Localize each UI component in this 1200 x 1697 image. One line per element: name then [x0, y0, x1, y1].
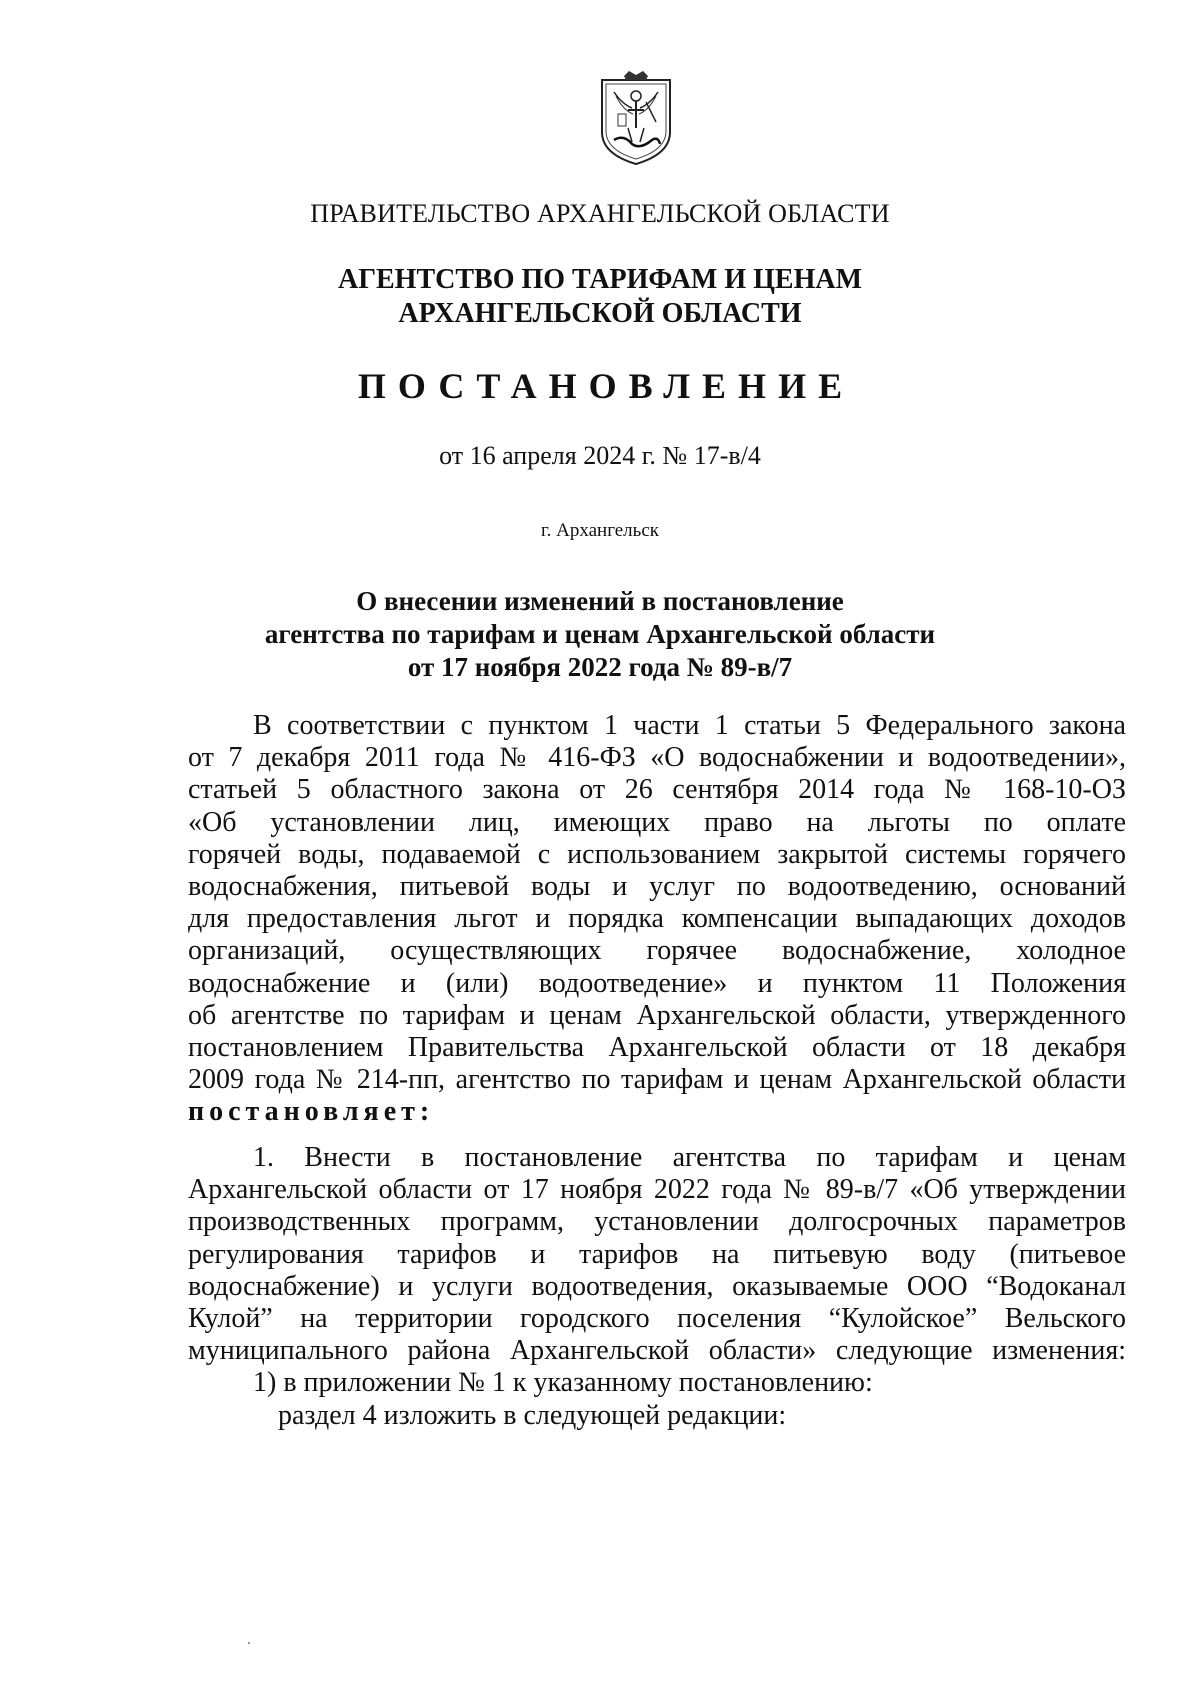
item-line: муниципального района Архангельской области» следующие изменения: — [188, 1335, 1126, 1367]
preamble-line: статьей 5 областного закона от 26 сентября 2014 года № 168-10-ОЗ — [188, 774, 1126, 806]
document-number: от 16 апреля 2024 г. № 17-в/4 — [439, 441, 761, 470]
resolves-word: постановляет: — [188, 1096, 435, 1128]
subject-line1: О внесении изменений в постановление — [356, 586, 844, 616]
government-name: ПРАВИТЕЛЬСТВО АРХАНГЕЛЬСКОЙ ОБЛАСТИ — [310, 199, 890, 228]
item-1-paragraph — [188, 1142, 1126, 1432]
preamble-line: водоснабжение и (или) водоотведение» и пунктом 11 Положения — [188, 967, 1126, 999]
scan-speck — [248, 1642, 250, 1644]
item-line: Кулой” на территории городского поселения “Кулойское” Вельского — [188, 1302, 1126, 1334]
preamble-line: водоснабжения, питьевой воды и услуг по водоотведению, оснований — [188, 870, 1126, 902]
subitem-1: 1) в приложении № 1 к указанному постановлению: — [253, 1367, 873, 1399]
subject-line3: от 17 ноября 2022 года № 89-в/7 — [407, 652, 793, 682]
preamble-line: «Об установлении лиц, имеющих право на льготы по оплате — [188, 806, 1126, 838]
agency-name-line2: АРХАНГЕЛЬСКОЙ ОБЛАСТИ — [398, 298, 802, 329]
preamble-line: 2009 года № 214-пп, агентство по тарифам и ценам Архангельской области — [188, 1064, 1126, 1096]
preamble-line: постановлением Правительства Архангельской области от 18 декабря — [188, 1031, 1126, 1063]
preamble-line: горячей воды, подаваемой с использованием закрытой системы горячего — [188, 838, 1126, 870]
coat-of-arms-icon — [596, 70, 676, 168]
agency-name — [0, 263, 1200, 331]
preamble-line: об агентстве по тарифам и ценам Архангельской области, утвержденного — [188, 999, 1126, 1031]
agency-name-line1: АГЕНТСТВО ПО ТАРИФАМ И ЦЕНАМ — [337, 264, 863, 295]
subject-line2: агентства по тарифам и ценам Архангельской области — [264, 619, 936, 649]
preamble-paragraph — [188, 710, 1126, 1128]
item-line: производственных программ, установлении долгосрочных параметров — [188, 1206, 1126, 1238]
item-line: 1. Внести в постановление агентства по тарифам и ценам — [253, 1142, 1126, 1173]
preamble-line: организаций, осуществляющих горячее водоснабжение, холодное — [188, 935, 1126, 967]
preamble-line: для предоставления льгот и порядка компенсации выпадающих доходов — [188, 903, 1126, 935]
document-type: ПОСТАНОВЛЕНИЕ — [357, 366, 855, 406]
document-city: г. Архангельск — [540, 520, 659, 541]
item-line: водоснабжение) и услуги водоотведения, оказываемые ООО “Водоканал — [188, 1270, 1126, 1302]
item-line: Архангельской области от 17 ноября 2022 года № 89-в/7 «Об утверждении — [188, 1174, 1126, 1206]
item-line: регулирования тарифов и тарифов на питьевую воду (питьевое — [188, 1238, 1126, 1270]
preamble-line: от 7 декабря 2011 года № 416-ФЗ «О водоснабжении и водоотведении», — [188, 742, 1126, 774]
document-subject — [0, 585, 1200, 684]
subitem-1-text: раздел 4 изложить в следующей редакции: — [278, 1399, 787, 1431]
preamble-line: В соответствии с пунктом 1 части 1 статьи 5 Федерального закона — [253, 710, 1126, 741]
